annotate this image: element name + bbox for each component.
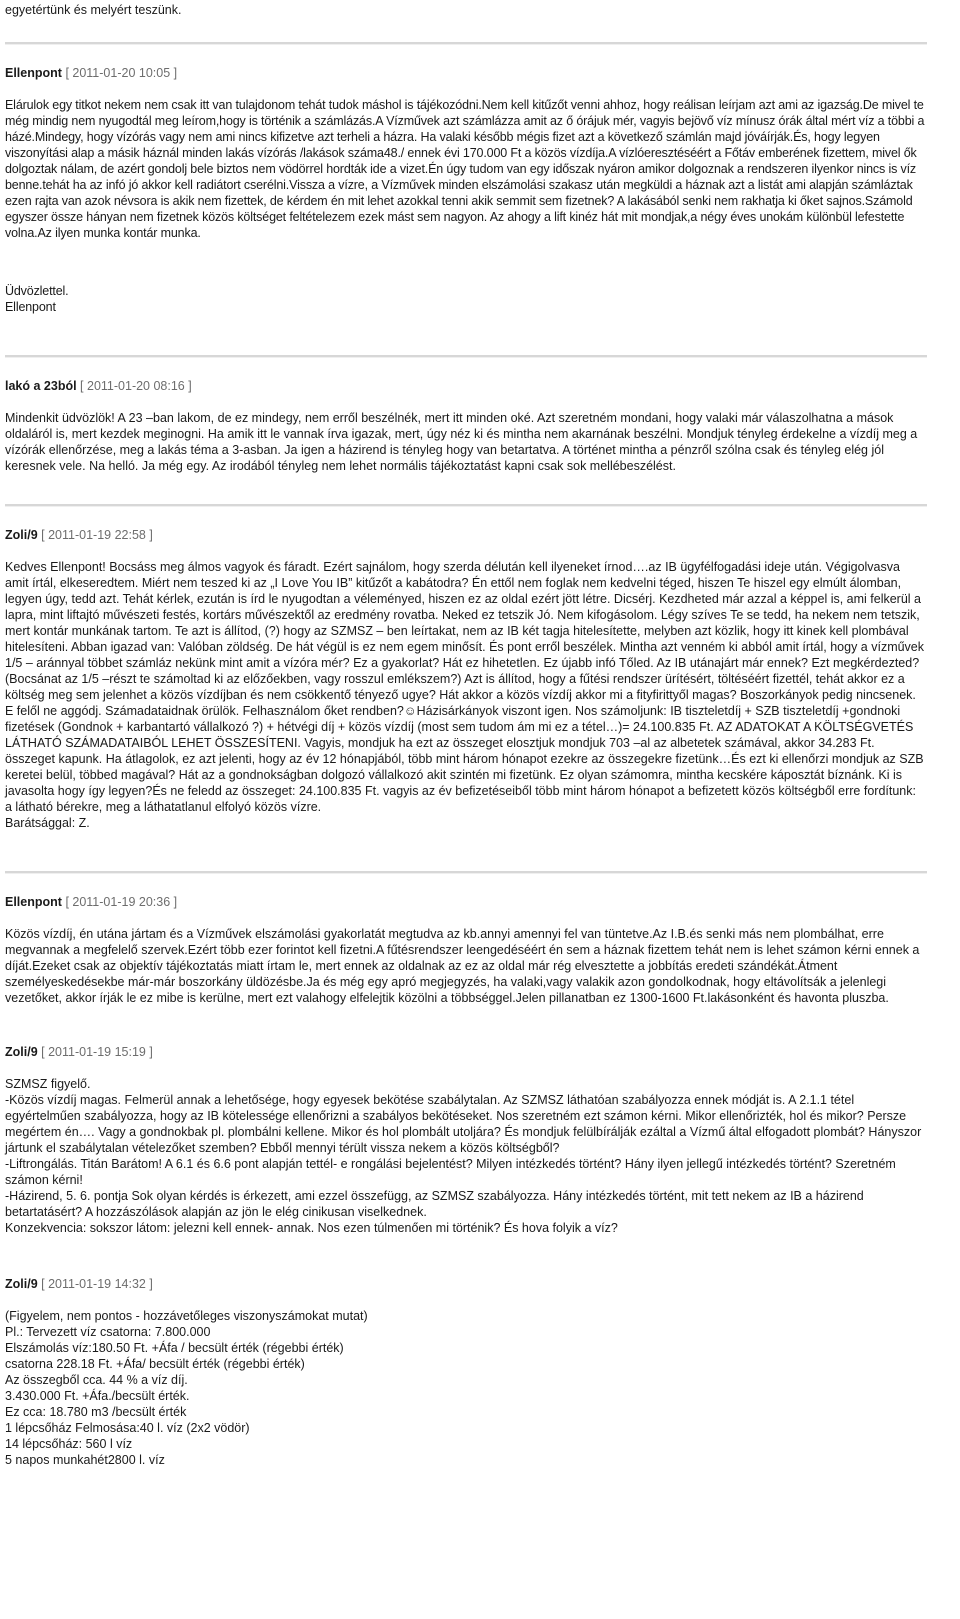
post-body	[5, 97, 925, 315]
post-line: Pl.: Tervezett víz csatorna: 7.800.000	[5, 1325, 211, 1339]
post-body	[5, 1076, 925, 1236]
post-text: -Liftrongálás. Titán Barátom! A 6.1 és 6.6 pont alapján tettél- e rongálási bejelentést? Milyen intézkedés történt? Hány ilyen jellegű intézkedés történt? Szeretném számon kérni!	[5, 1157, 896, 1187]
post-divider	[5, 504, 927, 507]
post-line: Az összegből cca. 44 % a víz díj.	[5, 1373, 188, 1387]
post-date: [ 2011-01-19 15:19 ]	[41, 1045, 153, 1059]
post-line: Elszámolás víz:180.50 Ft. +Áfa / becsült érték (régebbi érték)	[5, 1341, 344, 1355]
post-author: Zoli/9	[5, 1277, 38, 1291]
post-author: lakó a 23ból	[5, 379, 77, 393]
post-signature: Barátsággal: Z.	[5, 816, 90, 830]
post-header	[5, 1276, 153, 1292]
post-header	[5, 65, 177, 81]
post-date: [ 2011-01-20 08:16 ]	[80, 379, 192, 393]
post-text: Kedves Ellenpont! Bocsáss meg álmos vagyok és fáradt. Ezért sajnálom, hogy szerda délután kell ilyeneket írnod….az IB ügyfélfogadási ideje után. Végigolvasva amit írtál, elkeseredtem. Miért nem teszed ki az „I Love You IB” kitűzőt a kabátodra? Én ettől nem foglak nem kedvelni téged, hiszen Te hiszel egy elmúlt álomban, legyen úgy, tedd azt. Tehát kérlek, ezután is írd le nyugodtan a véleményed, hiszen ez az oldal ezért jött létre. Dicsérj. Kezdheted már azzal a képpel is, ami felkerül a lapra, mint liftajtó művészeti festés, kortárs művészektől az eredmény rovatba. Neked ez tetszik Jó. Nem kifogásolom. Légy szíves Te se tedd, ha nekem nem tetszik, mert kontár munkának tartom. Te azt is állítod, (?) hogy az SZMSZ – ben leírtakat, nem az IB két tagja hitelesítette, melyben azt közlik, hogy itt kinek kell plombával hitelesíteni. Abban igazad van: Valóban zöldség. De hát végül is ez nem egem minősít. És pont erről beszélek. Mintha azt venném ki abból amit írtál, hogy a vízművek 1/5 – aránnyal többet számláz nekünk mint amit a vízóra mér? Ez a gyakorlat? Hát ez hihetetlen. Ez újabb infó Tőled. Az IB utánajárt már ennek? Ezt megkérdezted?(Bocsánat az 1/5 –részt te számoltad ki az előzőekben, vagy rosszul emlékszem?) Azt is állítod, hogy a fűtési rendszer ürítésért, töltéséért fizettél, tehát akkor ez a költség meg sem jelenhet a közös vízdíjban és nem csökkentő tényező ugye? Hát akkor a közös vízdíj akkor mi a fityfirittyől magas? Boszorkányok pedig nincsenek. E felől ne aggódj. Számadataidnak örülök. Felhasználom őket rendben?☺Házisárkányok viszont igen. Nos számoljunk: IB tiszteletdíj + SZB tiszteletdíj +gondnoki fizetések (Gondnok + karbantartó vállalkozó ?) + hétvégi díj + közös vízdíj (most sem tudom ám mi ez a tétel…)= 24.100.835 Ft. AZ ADATOKAT A KÖLTSÉGVETÉS LÁTHATÓ SZÁMADATAIBÓL LEHET ÖSSZESÍTENI. Vagyis, mondjuk ha ezt az összeget elosztjuk mondjuk 703 –al az albetetek számával, akkor 34.283 Ft. összeget kapunk. Ha átlagolok, ez azt jelenti, hogy az év 12 hónapjából, több mint három hónapot ezekre az összegekre fizetünk…És ezt ki ellenőrzi mondjuk az SZB keretei belül, többed magával? Hát az a gondnokságban dolgozó vállalkozó akit szintén mi fizetünk. Ez olyan számomra, mintha kecskére káposztát bíznánk. Ki is javasolta hogy így legyen?És ne feledd az összeget: 24.100.835 Ft. vagyis az év befizetéseiből több mint három hónapot a befizetett közös költségből erre fordítunk: a látható bérekre, meg a láthatatlanul elfolyó közös vízre.	[5, 560, 925, 814]
post-line: 5 napos munkahét2800 l. víz	[5, 1453, 165, 1467]
post-divider	[5, 42, 927, 45]
post-text: -Házirend, 5. 6. pontja Sok olyan kérdés is érkezett, ami ezzel összefügg, az SZMSZ szabályozza. Hány intézkedés történt, mit tett nekem az IB a házirend betartatásért? A hozzászólások alapján az jön le elég cinikusan viselkednek.	[5, 1189, 864, 1219]
post-author: Zoli/9	[5, 1045, 38, 1059]
post-header	[5, 527, 153, 543]
post-date: [ 2011-01-19 20:36 ]	[65, 895, 178, 909]
post-text: Konzekvencia: sokszor látom: jelezni kell ennek- annak. Nos ezen túlmenően mi történik? És hova folyik a víz?	[5, 1221, 618, 1235]
post-divider	[5, 355, 927, 358]
post-body	[5, 559, 925, 831]
post-signature: Ellenpont	[5, 300, 56, 314]
post-closing-line: Üdvözlettel.	[5, 284, 69, 298]
post-line: 14 lépcsőház: 560 l víz	[5, 1437, 133, 1451]
post-body	[5, 926, 925, 1006]
post-text: Közös vízdíj, én utána jártam és a Vízművek elszámolási gyakorlatát megtudva az kb.annyi amennyi fel van tüntetve.Az I.B.és senki más nem plombálhat, erre megvannak a megfelelő szervek.Ezért több ezer forintot kell fizetni.A fűtésrendszer leengedéséért én sem a háznak fizettem tehát nem is lehet számon kérni ennek a díját.Ezeket csak az objektív tájékoztatás miatt írtam le, mert ennek az oldalnak az ez az oldal már rég elvesztette a jobbítás eredeti szándékát.Átment személyeskedésekbe már-már boszorkány üldözésbe.Ja és még egy apró megjegyzés, ha valaki,vagy valakik azon gondolkodnak, hogy eltávolítsák a jelenlegi vezetőket, akkor írják le ez mibe is kerülne, mert ezt valahogy elfelejtik közölni a többséggel.Jelen pillanatban ez 1300-1600 Ft.lakásonként és havonta pluszba.	[5, 927, 920, 1005]
post-header	[5, 1044, 153, 1060]
post-line: 1 lépcsőház Felmosása:40 l. víz (2x2 vödör)	[5, 1421, 250, 1435]
post-divider	[5, 871, 927, 874]
previous-post-tail: egyetértünk és melyért teszünk.	[5, 3, 182, 17]
post-line: csatorna 228.18 Ft. +Áfa/ becsült érték (régebbi érték)	[5, 1357, 305, 1371]
post-date: [ 2011-01-20 10:05 ]	[65, 66, 178, 80]
post-line: 3.430.000 Ft. +Áfa./becsült érték.	[5, 1389, 190, 1403]
post-date: [ 2011-01-19 14:32 ]	[41, 1277, 153, 1291]
post-author: Ellenpont	[5, 66, 62, 80]
post-author: Ellenpont	[5, 895, 62, 909]
post-text: Elárulok egy titkot nekem nem csak itt van tulajdonom tehát tudok máshol is tájékozódni.Nem kell kitűzőt venni ahhoz, hogy reálisan leírjam azt ami az igazság.De mivel te még mindig nem nyugodtál meg leírom,hogy is történik a számlázás.A Vízművek azt számlázza amit az ő órájuk mér, vagyis bejövő víz mínusz órák által mért víz a többi a házé.Mindegy, hogy vízórás vagy nem ami nincs kifizetve azt terheli a házra. Ha valaki később mégis fizet azt a következő számlán majd jóváírják.És, hogy legyen viszonyítási alap a másik háznál minden lakás vízórás /lakások száma48./ ennek évi 170.000 Ft a közös vízdíja.A vízlóeresztéséért a Főtáv emberének fizettem, mivel ők dolgoztak nálam, de azért gondolj bele biztos nem vödörrel hordták ide a vizet.Én úgy tudom van egy időszak nyáron amikor dolgoznak a rendszeren ilyenkor nincs is víz benne.tehát ha az infó jó akkor kell radiátort cserélni.Vissza a vízre, a Vízművek minden elszámolási szakasz után megküldi a háznak azt a listát ami alapján számláztak ezen rajta van azok névsora is akik nem fizettek, de kérdem én mit lehet azokkal tenni akik semmit sem fizetnek? A lakásából senki nem rakhatja ki őket sajnos.Számold egyszer össze hányan nem fizetnek közös költséget feltételezem ezek mást sem nagyon. Az ahogy a lift kinéz hát mit mondjak,a négy éves unokám különbül lefestette volna.Az ilyen munka kontár munka.	[5, 98, 925, 240]
post-header	[5, 894, 177, 910]
post-line: (Figyelem, nem pontos - hozzávetőleges viszonyszámokat mutat)	[5, 1309, 368, 1323]
post-text: SZMSZ figyelő.	[5, 1077, 91, 1091]
post-date: [ 2011-01-19 22:58 ]	[41, 528, 153, 542]
post-text: Mindenkit üdvözlök! A 23 –ban lakom, de ez mindegy, nem erről beszélnék, mert itt minden oké. Azt szeretném mondani, hogy valaki már válaszolhatna a mások oldaláról is, mert kezdek meginogni. Ha amik itt le vannak írva igazak, mert, úgy néz ki és mintha nem akarnának beszélni. Mondjuk tényleg érdekelne a vízdíj meg a vízórák ellenőrzése, meg a lakás téma a 3-asban. Ja igen a házirend is tényleg hogy van betartatva. A történet mintha a pénzről szólna csak és tényleg elég jól keresnek vele. Na helló. Ja még egy. Az irodából tényleg nem lehet normális tájékoztatást kapni csak sok mellébeszélést.	[5, 411, 918, 473]
post-text: -Közös vízdíj magas. Felmerül annak a lehetősége, hogy egyesek bekötése szabálytalan. Az SZMSZ láthatóan szabályozza ennek módját is. A 2.1.1 tétel egyértelműen szabályozza, hogy az IB kötelessége ellenőrizni a szabályos bekötéseket. Nos szeretném ezt számon kérni. Mikor ellenőrizték, hol és mikor? Persze megértem én…. Vagy a gondnokbak pl. plombálni kellene. Mikor és hol plombált utoljára? És mondjuk felülbírálják ezáltal a Vízmű által elfogadott plombát? Hányszor jártunk el szabálytalan vételezőket szemben? Ebből mennyi térült vissza nekem a közös költségből?	[5, 1093, 922, 1155]
post-body	[5, 410, 925, 474]
post-line: Ez cca: 18.780 m3 /becsült érték	[5, 1405, 187, 1419]
post-author: Zoli/9	[5, 528, 38, 542]
post-header	[5, 378, 192, 394]
post-body	[5, 1308, 925, 1468]
